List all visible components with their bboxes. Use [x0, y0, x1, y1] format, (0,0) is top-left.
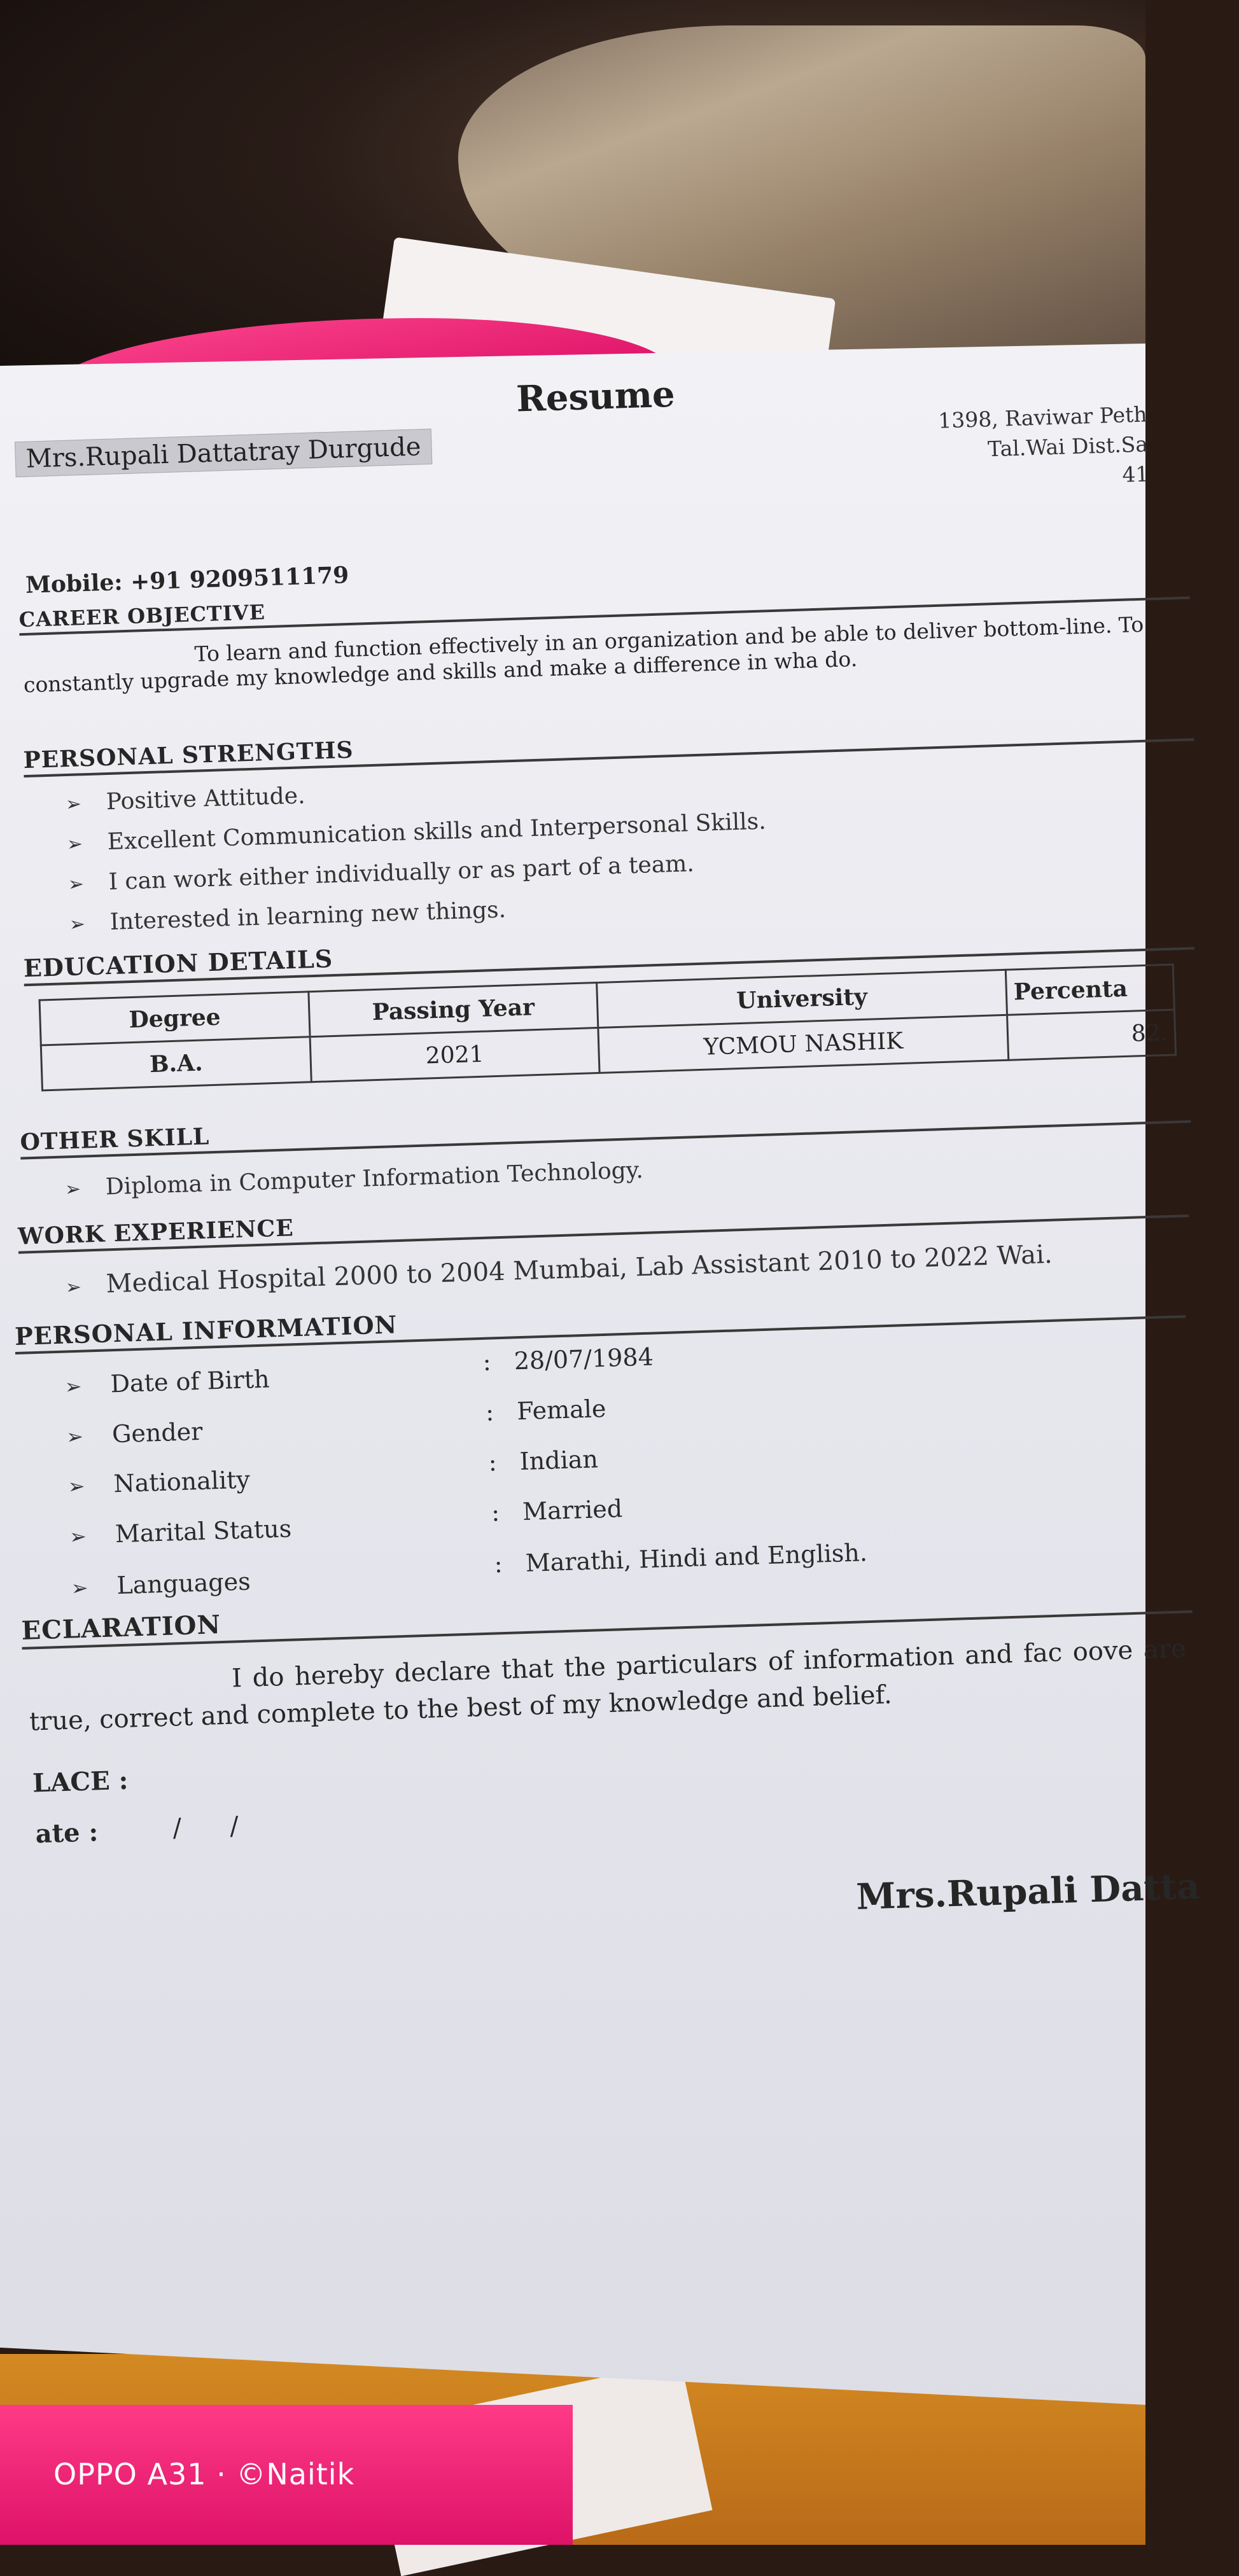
column-header-passing-year: Passing Year: [309, 983, 598, 1037]
pi-row-gender: ➢ Gender: [66, 1417, 203, 1449]
arrow-bullet-icon: ➢: [65, 1276, 82, 1299]
column-header-university: University: [597, 970, 1007, 1027]
column-header-percentage: Percenta: [1005, 964, 1174, 1015]
strength-item: ➢ Interested in learning new things.: [69, 896, 507, 936]
place-label: LACE :: [32, 1765, 129, 1799]
arrow-bullet-icon: ➢: [69, 1524, 87, 1549]
education-table: [39, 964, 1177, 1092]
skill-item: ➢ Diploma in Computer Information Technology.: [64, 1157, 644, 1201]
mobile-number: Mobile: +91 9209511179: [25, 561, 349, 599]
pi-value-gender: : Female: [485, 1394, 607, 1426]
pi-value-languages: : Marathi, Hindi and English.: [494, 1538, 868, 1578]
other-skill-heading: OTHER SKILL: [20, 1092, 1191, 1160]
career-objective-heading: CAREER OBJECTIVE: [18, 571, 1189, 636]
arrow-bullet-icon: ➢: [67, 873, 85, 896]
camera-watermark: OPPO A31 · ©Naitik: [53, 2457, 355, 2491]
arrow-bullet-icon: ➢: [67, 1473, 85, 1499]
resume-title: Resume: [515, 373, 676, 421]
passing-year-cell: 2021: [310, 1027, 599, 1082]
university-cell: YCMOU NASHIK: [598, 1015, 1009, 1073]
arrow-bullet-icon: ➢: [66, 1424, 84, 1449]
pi-value-nationality: : Indian: [488, 1445, 599, 1477]
date-slashes: / /: [172, 1811, 239, 1843]
pi-row-marital-status: ➢ Marital Status: [69, 1514, 292, 1549]
strength-item: ➢ Excellent Communication skills and Interpersonal Skills.: [66, 808, 767, 856]
arrow-bullet-icon: ➢: [69, 913, 86, 936]
signature-name: Mrs.Rupali Datta: [855, 1865, 1201, 1918]
declaration-text: I do hereby declare that the particulars of information and fac oove are true, correct and complete to the best of my knowledge and belief.: [29, 1634, 1187, 1737]
applicant-name: Mrs.Rupali Dattatray Durgude: [15, 429, 432, 478]
pi-row-nationality: ➢ Nationality: [67, 1465, 251, 1499]
education-details-heading: EDUCATION DETAILS: [23, 917, 1194, 987]
address-line-1: 1398, Raviwar Peth: [937, 401, 1148, 433]
resume-document: [0, 345, 1239, 2162]
arrow-bullet-icon: ➢: [64, 1374, 83, 1399]
strength-item: ➢ Positive Attitude.: [65, 783, 306, 816]
address-line-2: Tal.Wai Dist.Sa: [987, 431, 1149, 462]
arrow-bullet-icon: ➢: [64, 1178, 81, 1201]
personal-strengths-heading: PERSONAL STRENGTHS: [23, 710, 1194, 777]
degree-cell: B.A.: [41, 1037, 311, 1090]
work-experience-heading: WORK EXPERIENCE: [18, 1187, 1189, 1254]
strength-item: ➢ I can work either individually or as part of a team.: [67, 851, 695, 896]
work-item: ➢ Medical Hospital 2000 to 2004 Mumbai, Lab Assistant 2010 to 2022 Wai.: [65, 1239, 1053, 1299]
declaration-heading: ECLARATION: [21, 1579, 1193, 1650]
arrow-bullet-icon: ➢: [65, 793, 82, 816]
address-line-3: 41: [1121, 461, 1150, 487]
percentage-cell: 82.: [1007, 1010, 1176, 1060]
career-objective-text: To learn and function effectively in an organization and be able to deliver bottom-line. To constantly upgrade my knowledge and skills and make a difference in wha do.: [23, 611, 1144, 698]
arrow-bullet-icon: ➢: [71, 1575, 89, 1601]
date-label: ate :: [34, 1817, 99, 1849]
pi-row-dob: ➢ Date of Birth: [64, 1365, 270, 1399]
pi-value-marital-status: : Married: [491, 1494, 623, 1527]
personal-information-heading: PERSONAL INFORMATION: [14, 1285, 1186, 1354]
pi-row-languages: ➢ Languages: [71, 1567, 251, 1601]
column-header-degree: Degree: [39, 992, 310, 1045]
pi-value-dob: : 28/07/1984: [482, 1342, 654, 1376]
arrow-bullet-icon: ➢: [66, 833, 83, 856]
